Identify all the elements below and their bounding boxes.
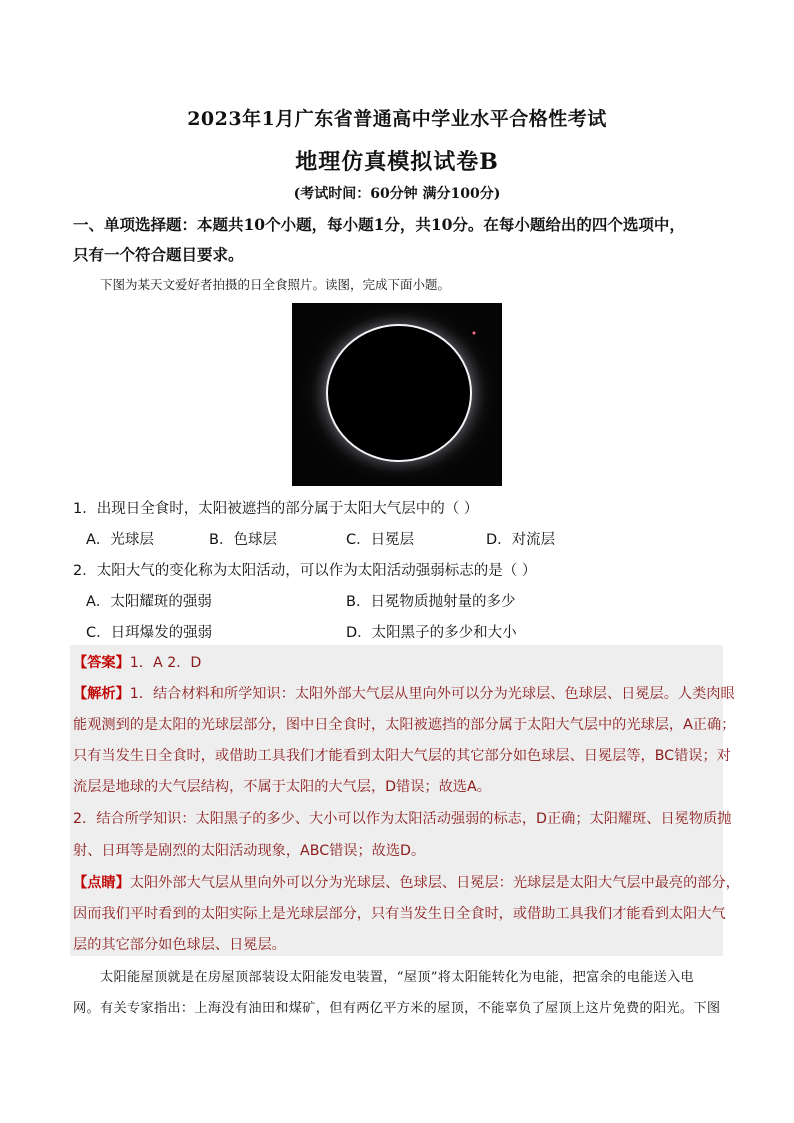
analysis-line bbox=[73, 683, 735, 703]
q1-option-c: C．日冕层 bbox=[346, 532, 415, 548]
analysis-text-2: 能观测到的是太阳的光球层部分，图中日全食时，太阳被遮挡的部分属于太阳大气层中的光球层，A正确； bbox=[73, 717, 736, 733]
comment-text-1: 太阳外部大气层从里向外可以分为光球层、色球层、日冕层：光球层是太阳大气层中最亮的部分， bbox=[129, 875, 740, 891]
q1-option-a: A．光球层 bbox=[86, 532, 154, 548]
analysis-text-3: 只有当发生日全食时，或借助工具我们才能看到太阳大气层的其它部分如色球层、日冕层等，BC错误；对 bbox=[73, 748, 731, 764]
solar-eclipse-photo bbox=[292, 303, 502, 486]
question-2-stem: 2．太阳大气的变化称为太阳活动，可以作为太阳活动强弱标志的是（ ） bbox=[73, 563, 537, 579]
material-intro: 下图为某天文爱好者拍摄的日全食照片。读图，完成下面小题。 bbox=[100, 277, 451, 292]
section-heading-line1: 一、单项选择题：本题共10个小题，每小题1分，共10分。在每小题给出的四个选项中， bbox=[73, 215, 685, 234]
next-material-line1: 太阳能屋顶就是在房屋顶部装设太阳能发电装置，“屋顶”将太阳能转化为电能，把富余的电能送入电 bbox=[100, 970, 695, 985]
eclipse-image bbox=[292, 303, 502, 486]
answer-text: 1．A 2．D bbox=[129, 655, 202, 671]
analysis-text-6: 射、日珥等是剧烈的太阳活动现象，ABC错误；故选D。 bbox=[73, 843, 426, 859]
exam-title: 2023年1月广东省普通高中学业水平合格性考试 bbox=[187, 108, 607, 130]
comment-line bbox=[73, 872, 740, 892]
q1-option-d: D．对流层 bbox=[486, 532, 556, 548]
section-heading-line2: 只有一个符合题目要求。 bbox=[73, 245, 244, 264]
q2-option-b: B．日冕物质抛射量的多少 bbox=[346, 594, 516, 610]
next-material-line2: 网。有关专家指出：上海没有油田和煤矿，但有两亿平方米的屋顶，不能辜负了屋顶上这片免费的阳光。下图 bbox=[73, 1001, 721, 1016]
answer-tag: 【答案】 bbox=[73, 655, 130, 671]
answer-line bbox=[73, 652, 729, 672]
comment-text-2: 因而我们平时看到的太阳实际上是光球层部分，只有当发生日全食时，或借助工具我们才能看到太阳大气 bbox=[73, 906, 726, 922]
analysis-text-1: 1．结合材料和所学知识：太阳外部大气层从里向外可以分为光球层、色球层、日冕层。人类肉眼 bbox=[129, 686, 735, 702]
comment-tag: 【点睛】 bbox=[73, 875, 130, 891]
q2-option-d: D．太阳黑子的多少和大小 bbox=[346, 625, 517, 641]
q2-option-c: C．日珥爆发的强弱 bbox=[86, 625, 213, 641]
exam-subtitle: 地理仿真模拟试卷B bbox=[295, 149, 499, 175]
question-1-stem: 1．出现日全食时，太阳被遮挡的部分属于太阳大气层中的（ ） bbox=[73, 501, 479, 517]
q2-option-a: A．太阳耀斑的强弱 bbox=[86, 594, 212, 610]
q1-option-b: B．色球层 bbox=[209, 532, 277, 548]
analysis-tag: 【解析】 bbox=[73, 686, 130, 702]
analysis-text-4: 流层是地球的大气层结构，不属于太阳的大气层，D错误；故选A。 bbox=[73, 779, 491, 795]
comment-text-3: 层的其它部分如色球层、日冕层。 bbox=[73, 937, 286, 953]
exam-info: (考试时间：60分钟 满分100分) bbox=[293, 186, 501, 202]
analysis-text-5: 2．结合所学知识：太阳黑子的多少、大小可以作为太阳活动强弱的标志，D正确；太阳耀斑、日冕物质抛 bbox=[73, 811, 732, 827]
